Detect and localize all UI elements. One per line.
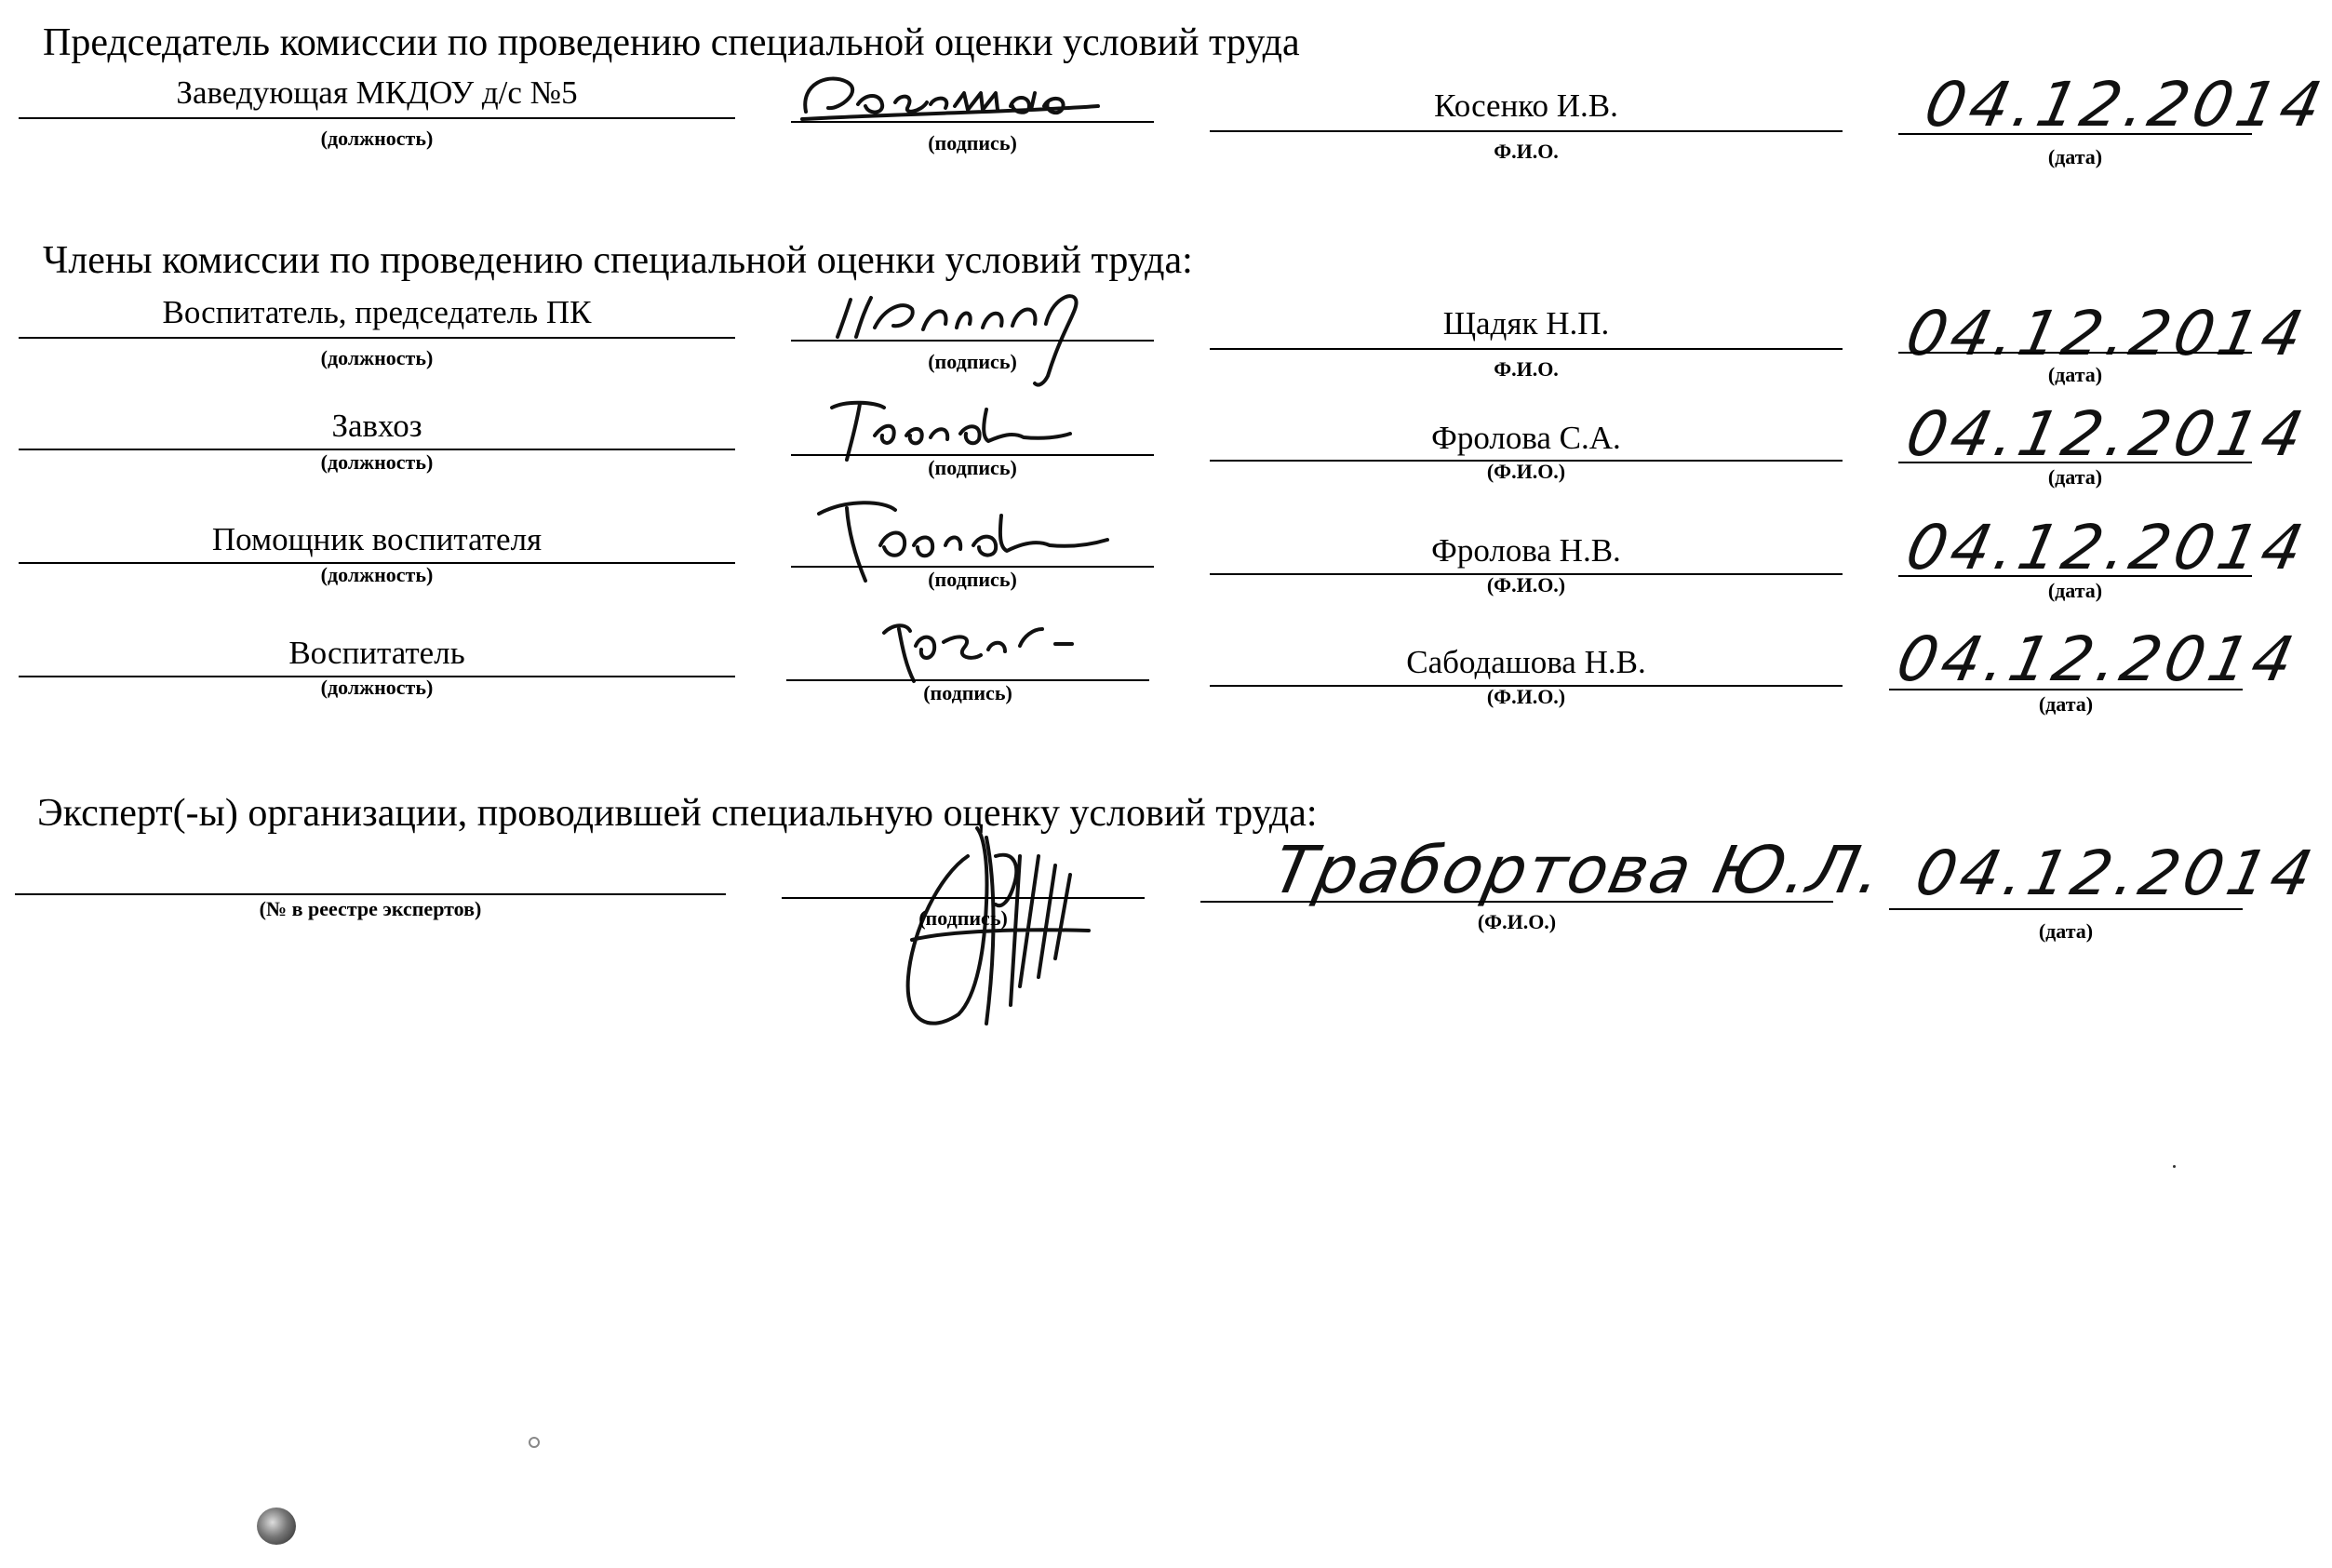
member-1-position-caption: (должность) xyxy=(320,346,434,369)
member-1-position: Воспитатель, председатель ПК xyxy=(162,294,592,330)
expert-fio-caption: (Ф.И.О.) xyxy=(1477,910,1557,933)
expert-signature-caption: (подпись) xyxy=(918,906,1008,930)
chair-signature-line xyxy=(791,121,1154,123)
member-2-date-caption: (дата) xyxy=(2047,465,2103,489)
member-4-position-caption: (должность) xyxy=(320,676,434,699)
chair-date-line xyxy=(1898,133,2252,135)
member-3-position: Помощник воспитателя xyxy=(211,521,543,557)
member-4-date: 04.12.2014 xyxy=(1890,623,2305,695)
chair-position-line xyxy=(19,117,735,119)
member-1-position-line xyxy=(19,337,735,339)
member-2-signature xyxy=(819,389,1098,463)
member-1-name-line xyxy=(1210,348,1843,350)
expert-date: 04.12.2014 xyxy=(1909,838,2324,909)
expert-date-caption: (дата) xyxy=(2038,919,2094,943)
member-3-fio-caption: (Ф.И.О.) xyxy=(1486,573,1566,596)
chair-position: Заведующая МКДОУ д/с №5 xyxy=(176,74,578,111)
member-3-signature-caption: (подпись) xyxy=(928,568,1017,591)
member-4-date-line xyxy=(1889,689,2243,690)
member-4-signature xyxy=(865,605,1107,689)
member-1-signature-caption: (подпись) xyxy=(928,350,1017,373)
chair-date-caption: (дата) xyxy=(2047,145,2103,168)
expert-registry-line xyxy=(15,893,726,895)
member-2-name: Фролова С.А. xyxy=(1431,420,1621,456)
expert-signature-line xyxy=(782,897,1145,899)
member-2-position: Завхоз xyxy=(331,408,422,444)
chair-name-line xyxy=(1210,130,1843,132)
chair-date: 04.12.2014 xyxy=(1918,69,2332,141)
scan-dot xyxy=(2173,1165,2176,1168)
member-1-date-caption: (дата) xyxy=(2047,363,2103,386)
expert-date-line xyxy=(1889,908,2243,910)
expert-name-handwritten: Трабортова Ю.Л. xyxy=(1267,832,1891,908)
member-4-signature-caption: (подпись) xyxy=(923,681,1012,704)
member-3-name: Фролова Н.В. xyxy=(1431,532,1621,569)
member-1-date-line xyxy=(1898,352,2252,354)
member-1-name: Щадяк Н.П. xyxy=(1442,305,1610,342)
member-4-name: Сабодашова Н.В. xyxy=(1406,644,1646,680)
member-2-date-line xyxy=(1898,462,2252,463)
member-2-signature-caption: (подпись) xyxy=(928,456,1017,479)
member-2-position-caption: (должность) xyxy=(320,450,434,474)
member-3-date-line xyxy=(1898,575,2252,577)
member-3-date-caption: (дата) xyxy=(2047,579,2103,602)
member-2-date: 04.12.2014 xyxy=(1899,398,2314,470)
scan-speck xyxy=(529,1437,540,1448)
member-1-signature-line xyxy=(791,340,1154,342)
member-1-fio-caption: Ф.И.О. xyxy=(1494,357,1559,381)
chair-heading: Председатель комиссии по проведению специальной оценки условий труда xyxy=(43,21,1300,64)
member-1-date: 04.12.2014 xyxy=(1899,298,2314,369)
chair-name: Косенко И.В. xyxy=(1434,87,1618,124)
expert-name-line xyxy=(1200,901,1833,903)
expert-registry-caption: (№ в реестре экспертов) xyxy=(259,897,482,920)
expert-heading: Эксперт(-ы) организации, проводившей специальную оценку условий труда: xyxy=(37,792,1318,835)
chair-position-caption: (должность) xyxy=(320,127,434,150)
chair-fio-caption: Ф.И.О. xyxy=(1494,140,1559,163)
member-4-position: Воспитатель xyxy=(288,635,465,671)
member-3-date: 04.12.2014 xyxy=(1899,512,2314,583)
member-3-position-caption: (должность) xyxy=(320,563,434,586)
chair-signature-caption: (подпись) xyxy=(928,131,1017,154)
member-4-date-caption: (дата) xyxy=(2038,692,2094,716)
member-2-fio-caption: (Ф.И.О.) xyxy=(1486,460,1566,483)
scan-blot xyxy=(257,1508,296,1545)
member-1-signature xyxy=(819,272,1154,393)
member-4-fio-caption: (Ф.И.О.) xyxy=(1486,685,1566,708)
members-heading: Члены комиссии по проведению специальной оценки условий труда: xyxy=(43,239,1193,282)
